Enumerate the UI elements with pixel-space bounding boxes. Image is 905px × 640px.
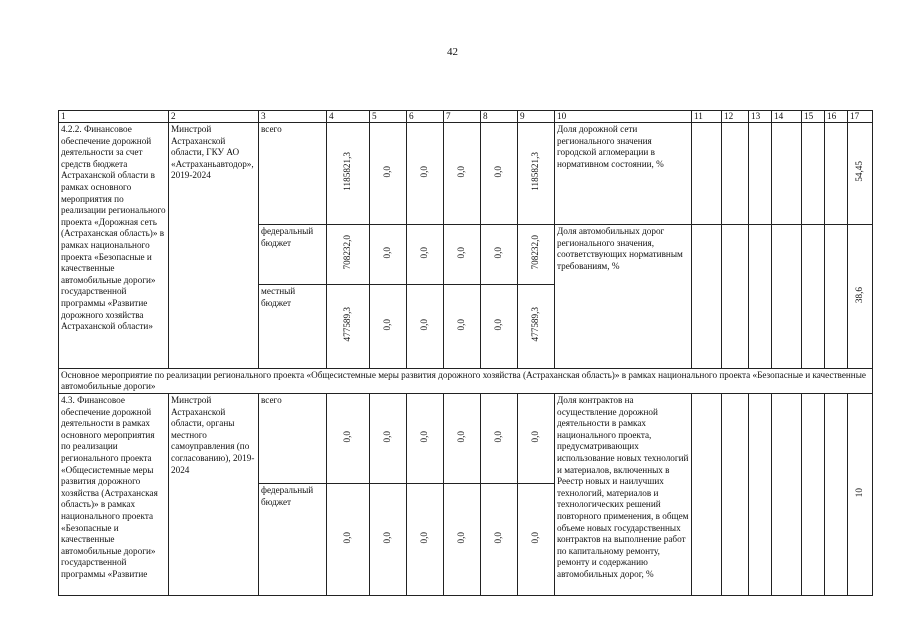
block1-executor: Минстрой Астраханской области, ГКУ АО «Астраханьавтодор», 2019-2024	[169, 123, 259, 369]
funding-value: 477589,3	[342, 307, 353, 342]
funding-source: местный бюджет	[259, 285, 327, 369]
funding-value: 0,0	[530, 430, 541, 443]
funding-value: 0,0	[419, 531, 430, 544]
indicator-value: 38,6	[854, 286, 865, 303]
block1-activity: 4.2.2. Финансовое обеспечение дорожной деятельности за счет средств бюджета Астраханской области в рамках основного мероприятия по реализации регионального проекта «Дорожная сеть (Астраханская область)» в рамках национального проекта «Безопасные и качественные автомобильные дороги» государственной программы «Развитие дорожного хозяйства Астраханской области»	[59, 123, 169, 369]
funding-value: 0,0	[456, 246, 467, 259]
funding-value: 1185821,3	[342, 152, 353, 192]
block2-activity: 4.3. Финансовое обеспечение дорожной деятельности в рамках основного мероприятия по реализации регионального проекта «Общесистемные меры развития дорожного хозяйства (Астраханская область)» в рамках национального проекта «Безопасные и качественные автомобильные дороги» государственной программы «Развитие	[59, 394, 169, 596]
funding-value: 0,0	[530, 531, 541, 544]
funding-value: 0,0	[456, 318, 467, 331]
header-cell: 16	[825, 111, 848, 123]
funding-value: 0,0	[382, 318, 393, 331]
funding-value: 0,0	[382, 165, 393, 178]
section-row	[59, 369, 873, 394]
funding-value: 708232,0	[342, 235, 353, 270]
header-cell: 12	[722, 111, 749, 123]
header-cell: 5	[370, 111, 407, 123]
funding-value: 477589,3	[530, 307, 541, 342]
funding-value: 0,0	[342, 531, 353, 544]
header-cell: 4	[327, 111, 370, 123]
indicator-text: Доля автомобильных дорог регионального значения, соответствующих нормативным требованиям, %	[555, 225, 692, 369]
section-title: Основное мероприятие по реализации регионального проекта «Общесистемные меры развития дорожного хозяйства (Астраханская область)» в рамках национального проекта «Безопасные и качественные автомобильные дороги»	[59, 369, 873, 394]
header-cell: 7	[444, 111, 481, 123]
funding-value: 0,0	[419, 165, 430, 178]
header-cell: 2	[169, 111, 259, 123]
funding-value: 0,0	[382, 430, 393, 443]
funding-value: 0,0	[493, 318, 504, 331]
header-cell: 9	[518, 111, 555, 123]
indicator-value: 54,45	[854, 161, 865, 183]
page-number: 42	[447, 46, 458, 58]
header-cell: 14	[772, 111, 802, 123]
funding-value: 0,0	[493, 430, 504, 443]
funding-source: федеральный бюджет	[259, 484, 327, 596]
funding-value: 0,0	[456, 531, 467, 544]
header-cell: 10	[555, 111, 692, 123]
block2-executor: Минстрой Астраханской области, органы местного самоуправления (по согласованию), 2019-2024	[169, 394, 259, 596]
header-cell: 8	[481, 111, 518, 123]
funding-value: 0,0	[493, 246, 504, 259]
header-cell: 17	[848, 111, 873, 123]
funding-source: всего	[259, 123, 327, 225]
funding-value: 0,0	[419, 430, 430, 443]
indicator-text: Доля дорожной сети регионального значения городской агломерации в нормативном состоянии, %	[555, 123, 692, 225]
header-cell: 13	[749, 111, 772, 123]
funding-value: 0,0	[493, 531, 504, 544]
funding-value: 1185821,3	[530, 152, 541, 192]
funding-source: всего	[259, 394, 327, 484]
block1-row-total	[59, 123, 873, 225]
header-cell: 6	[407, 111, 444, 123]
header-cell: 15	[802, 111, 825, 123]
funding-value: 0,0	[382, 246, 393, 259]
header-cell: 1	[59, 111, 169, 123]
funding-value: 0,0	[456, 165, 467, 178]
funding-source: федеральный бюджет	[259, 225, 327, 285]
funding-value: 708232,0	[530, 235, 541, 270]
funding-value: 0,0	[419, 246, 430, 259]
funding-value: 0,0	[342, 430, 353, 443]
funding-value: 0,0	[419, 318, 430, 331]
funding-value: 0,0	[456, 430, 467, 443]
indicator-text: Доля контрактов на осуществление дорожной деятельности в рамках национального проекта, предусматривающих использование новых технологий и материалов, включенных в Реестр новых и наилучших технологий, материалов и технологических решений повторного применения, в общем объеме новых государственных контрактов на выполнение работ по капитальному ремонту, ремонту и содержанию автомобильных дорог, %	[555, 394, 692, 596]
funding-value: 0,0	[493, 165, 504, 178]
indicator-value: 10	[854, 488, 865, 498]
block2-row-total	[59, 394, 873, 484]
header-cell: 11	[692, 111, 722, 123]
funding-value: 0,0	[382, 531, 393, 544]
header-cell: 3	[259, 111, 327, 123]
header-row	[59, 111, 873, 123]
program-table	[58, 110, 873, 596]
